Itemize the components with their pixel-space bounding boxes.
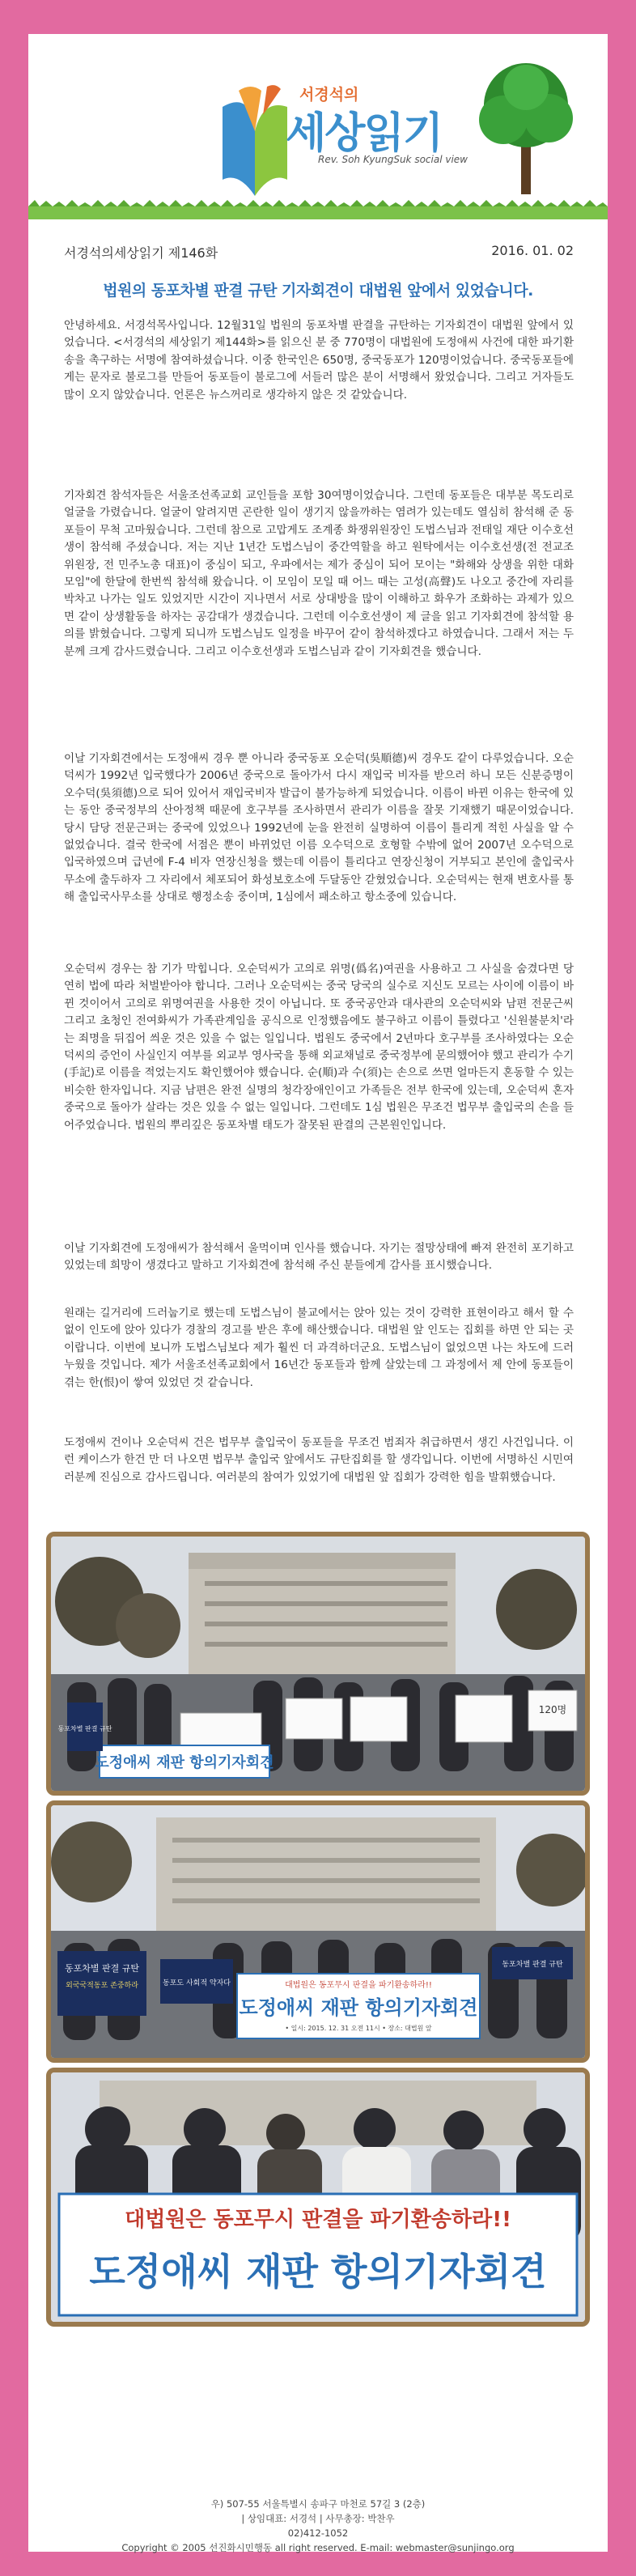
photo-2-top-text: 대법원은 동포무시 판결을 파기환송하라!!: [285, 1981, 432, 1990]
photo-1-banner: 도정애씨 재판 항의기자회견: [95, 1754, 274, 1771]
photo-2: [46, 1800, 590, 2063]
photo-3: [46, 2068, 590, 2327]
issue-date: 2016. 01. 02: [491, 243, 574, 258]
photo-3-banner: 도정애씨 재판 항의기자회견: [89, 2250, 547, 2293]
newsletter-page: [28, 34, 608, 2552]
footer: [28, 2497, 608, 2555]
photo-2-banner: 도정애씨 재판 항의기자회견: [239, 1996, 478, 2019]
footer-staff: | 상임대표: 서경석 | 사무총장: 박찬우: [241, 2513, 395, 2524]
footer-address: 우) 507-55 서울특별시 송파구 마천로 57길 3 (2층): [210, 2498, 426, 2510]
photo-2-mid-sign: 동포도 사회적 약자다: [163, 1979, 231, 1987]
photo-2-right-sign: 동포차별 판결 규탄: [502, 1961, 563, 1969]
paragraph-4: 오순덕씨 경우는 참 기가 막힙니다. 오순덕씨가 고의로 위명(僞名)여권을 사용하고 그 사실을 숨겼다면 당연히 법에 따라 처벌받아야 합니다. 그러나 오순덕씨는 중국 당국의 실수로 지신도 모르는 사이에 이름이 바뀐 것이어서 고의로 위명여권을 사용한 것이 아닙니다. 또 중국공안과 대사관의 오순덕씨와 남편 전문근씨 그리고 초청인 전여화씨가 가족관계임을 공식으로 인정했음에도 불구하고 이름이 틀렸다고 '신원불분치'라는 죄명을 뒤집어 씌운 것은 있을 수 없는 일입니다. 법원도 중국에서 2년마다 호구부를 조사하였다는 오순덕씨의 증언이 사실인지 여부를 외교부 영사국을 통해 외교채널로 중국정부에 문의했어야 했고 관리가 수기(手記)로 이름을 적었는지도 확인했어야 했습니다. 순(順)과 수(須)는 손으로 쓰면 얼마든지 혼동할 수 있는 비슷한 한자입니다. 지금 남편은 완전 실명의 청각장애인이고 가족들은 전부 한국에 있는데, 오순덕씨 혼자 중국으로 돌아가 살라는 것은 있을 수 없는 일입니다. 그런데도 1심 법원은 무조건 법무부 출입국의 손을 들어주었습니다. 법원의 뿌리깊은 동포차별 태도가 잘못된 판결의 근본원인입니다.: [64, 963, 574, 1132]
paragraph-5: 이날 기자회견에 도정애씨가 참석해서 울먹이며 인사를 했습니다. 자기는 절망상태에 빠져 완전히 포기하고 있었는데 희망이 생겼다고 말하고 기자회견에 참석해 주신 분들에게 감사를 표시했습니다.: [64, 1242, 574, 1273]
paragraph-1: 안녕하세요. 서경석목사입니다. 12월31일 법원의 동포차별 판결을 규탄하는 기자회견이 대법원 앞에서 있었습니다. <서경석의 세상읽기 제144화>를 읽으신 분 중 770명이 대법원에 도정애씨 사건에 대한 파기환송을 촉구하는 서명에 참여하셨습니다. 이중 한국인은 650명, 중국동포가 120명이었습니다. 중국동포들에게는 문자로 불로그를 만들어 동포들이 불로그에 서들러 많은 분이 서명해서 왔었습니다. 그리고 거자들도 많이 오지 않았습니다. 언론은 뉴스꺼리로 생각하지 않은 것 같았습니다.: [64, 319, 574, 402]
photo-1-side-sign: 동포차별 판결 규탄: [57, 1725, 112, 1732]
paragraph-6: 원래는 길거리에 드러눕기로 했는데 도법스님이 불교에서는 앉아 있는 것이 강력한 표현이라고 해서 할 수 없이 인도에 앉아 있다가 경찰의 경고를 받은 후에 해산했습니다. 대법원 앞 인도는 집회를 하면 안 되는 곳이랍니다. 이번에 보니까 도법스님보다 제가 훨씬 더 과격하더군요. 도법스님이 없었으면 나는 차도에 드러누웠을 것입니다. 제가 서울조선족교회에서 16년간 동포들과 함께 살았는데 그 과정에서 제 안에 동포들이 겪는 한(恨)이 쌓여 있었던 것 같습니다.: [64, 1307, 574, 1389]
grass-divider: [28, 200, 608, 219]
logo-title: 세상읽기: [286, 109, 442, 158]
logo-subtitle: Rev. Soh KyungSuk social view: [318, 154, 468, 165]
photo-3-top-text: 대법원은 동포무시 판결을 파기환송하라!!: [125, 2208, 511, 2232]
photo-1: [46, 1532, 590, 1796]
logo-small-text: 서경석의: [299, 86, 359, 104]
photo-1-placard: 120명: [538, 1704, 567, 1715]
tree-icon: [469, 57, 583, 194]
photo-2-left-sign: 동포차별 판결 규탄: [64, 1963, 140, 1974]
article-headline: 법원의 동포차별 판결 규탄 기자회견이 대법원 앞에서 있었습니다.: [103, 282, 533, 300]
footer-copyright: Copyright © 2005 선진화시민행동 all right reserved. E-mail: webmaster@sunjingo.org: [121, 2542, 515, 2553]
header: [28, 34, 608, 219]
book-logo-icon: [206, 83, 295, 204]
series-number: 서경석의세상읽기 제146화: [64, 245, 218, 261]
paragraph-7: 도정애씨 건이나 오순덕씨 건은 법무부 출입국이 동포들을 무조건 범죄자 취급하면서 생긴 사건입니다. 이런 케이스가 한건 만 더 나오면 법무부 출입국 앞에서도 규탄집회를 할 생각입니다. 이번에 서명하신 시민여러분께 진심으로 감사드립니다. 여러분의 참여가 있었기에 대법원 앞 집회가 강력한 힘을 발휘했습니다.: [64, 1436, 574, 1484]
paragraph-2: 기자회견 참석자들은 서울조선족교회 교인들을 포함 30여명이었습니다. 그런데 동포들은 대부분 목도리로 얼굴을 가렸습니다. 얼굴이 알려지면 곤란한 일이 생기지 않을까하는 염려가 있는데도 열심히 참석해 준 동포들이 무척 고마웠습니다. 그런데 참으로 고맙게도 조계종 화쟁위원장인 도법스님과 전태일 재단 이수호선생이 참석해 주셨습니다. 저는 지난 1년간 도법스님이 중간역할을 하고 원탁에서는 이수호선생(전 전교조위원장, 전 민주노총 대표)이 중심이 되고, 우파에서는 제가 중심이 되어 모이는 "화해와 상생을 위한 대화모임"에 한달에 한번씩 참석해 왔습니다. 이 모임이 모일 때 어느 때는 고성(高聲)도 나오고 중간에 자리를 박차고 나가는 일도 있었지만 시간이 지나면서 서로 상대방을 많이 이해하고 화우가 조화하는 과제가 있으면 같이 상생활동을 하자는 공감대가 생겼습니다. 그런데 이수호선생이 제 글을 읽고 기자회견에 참석할 용의를 밝혔습니다. 그렇게 되니까 도법스님도 일정을 바꾸어 같이 참석하겠다고 하였습니다. 그래서 저는 두분께 크게 감사드렸습니다. 그리고 이수호선생과 도법스님과 같이 기자회견을 했습니다.: [64, 489, 574, 658]
footer-phone: 02)412-1052: [287, 2527, 349, 2539]
photo-2-left-sign-2: 외국국적동포 존중하라: [66, 1982, 138, 1990]
photo-2-date-line: • 일시: 2015. 12. 31 오전 11시 • 장소: 대법원 앞: [285, 2025, 432, 2032]
paragraph-3: 이날 기자회견에서는 도정애씨 경우 뿐 아니라 중국동포 오순덕(吳順德)씨 경우도 같이 다루었습니다. 오순덕씨가 1992년 입국했다가 2006년 중국으로 돌아가서 다시 재입국 비자를 받으러 하니 모든 신분증명이 오수덕(吳須德)으로 되어 있어서 재입국비자 발급이 불가능하게 되었습니다. 이름이 바뀐 이유는 한국에 있는 동안 중국정부의 산아정책 때문에 호구부를 조사하면서 관리가 이름을 잘못 기재했기 때문이었습니다. 당시 담당 전문근퍼는 중국에 있었으나 1992년에 눈을 완전히 실명하여 이름이 틀리게 적힌 사실을 알 수 없었습니다. 결국 한국에 서점은 뿐이 바뀌었던 이름 오수덕으로 호형할 수밖에 없어 2007년 오수덕으로 입국하였으며 급년에 F-4 비자 연장신청을 했는데 이름이 틀리다고 연장신청이 거부되고 본인에 출입국사무소에 출두하자 그 자리에서 체포되어 화성보호소에 두달동안 갇혔었습니다. 오순덕씨는 현재 변호사를 통해 출입국사무소를 상대로 행정소송 중이며, 1심에서 패소하고 항소중에 있습니다.: [64, 752, 575, 904]
